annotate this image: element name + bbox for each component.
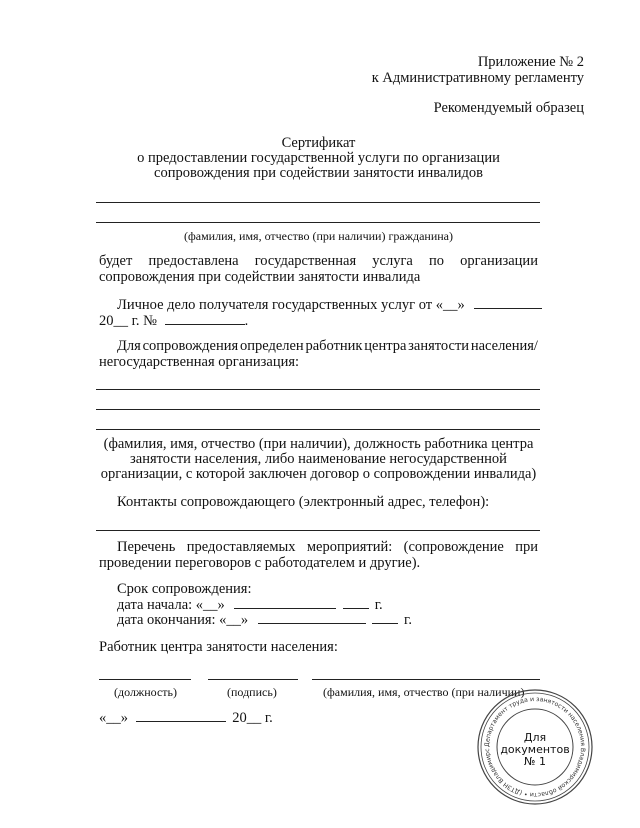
stamp-ring-text: Департамент труда и занятости населения Владимирской области • (ДТЗН Владимирс [483,695,587,799]
stamp-line3: № 1 [524,755,546,768]
word: будет [99,253,133,269]
position-line[interactable] [99,679,191,680]
term-end-label: дата окончания: «__» [117,612,249,628]
term-start-month-field[interactable] [234,597,336,609]
citizen-name-caption: (фамилия, имя, отчество (при наличии) гражданина) [183,229,453,243]
term-end-month-field[interactable] [258,612,366,624]
word: по [428,253,444,269]
term-start-label: дата начала: «__» [117,597,225,613]
word: Для [117,338,141,354]
document-subtitle-line2: сопровождения при содействии занятости инвалидов [154,165,483,181]
worker-signature-label: Работник центра занятости населения: [99,639,338,655]
word: (сопровождение [403,539,504,555]
word: Перечень [117,539,176,555]
citizen-name-line-1[interactable] [96,202,540,203]
appendix-number: Приложение № 2 [477,54,584,70]
contacts-line[interactable] [96,530,540,531]
term-end-row [117,612,412,628]
date-year-label: 20__ г. [232,710,273,726]
date-day-label: «__» [99,710,128,726]
word: предоставлена [148,253,239,269]
stamp-seal [476,688,594,806]
word: государственная [254,253,357,269]
word: работник [305,338,363,354]
document-subtitle-line1: о предоставлении государственной услуги по организации [137,150,500,166]
term-start-year-suffix: г. [374,597,383,613]
provided-paragraph-line2: сопровождения при содействии занятости инвалида [99,269,421,285]
word: организации [460,253,538,269]
personal-file-year-label: 20__ г. № [99,313,158,329]
position-caption: (должность) [114,685,177,699]
events-paragraph-line2: проведении переговоров с работодателем и другие). [99,555,421,571]
word: занятости [408,338,470,354]
worker-caption-line3: организации, с которой заключен договор о сопровождении инвалида) [100,466,537,482]
worker-caption-line2: занятости населения, либо наименование негосударственной [130,451,507,467]
provided-paragraph-line1 [99,254,538,269]
term-end-year-field[interactable] [372,612,398,624]
personal-file-label: Личное дело получателя государственных услуг от «__» [117,297,465,313]
worker-caption-line1: (фамилия, имя, отчество (при наличии), должность работника центра [103,436,534,452]
word: населения/ [470,338,538,354]
contacts-label: Контакты сопровождающего (электронный адрес, телефон): [117,494,490,510]
term-end-year-suffix: г. [404,612,412,628]
word: предоставляемых [186,539,296,555]
worker-line-2[interactable] [96,409,540,410]
word: определен [239,338,304,354]
personal-file-line2 [99,313,248,329]
sample-label: Рекомендуемый образец [433,100,584,116]
assigned-paragraph-line1 [117,339,538,354]
term-start-row [117,597,383,613]
word: сопровождения [142,338,239,354]
stamp-line1: Для [523,731,547,744]
personal-file-date-field[interactable] [474,297,542,309]
fio-caption: (фамилия, имя, отчество (при наличии) [323,685,525,699]
events-paragraph-line1 [117,540,538,555]
personal-file-period: . [244,313,249,329]
regulation-reference: к Административному регламенту [371,70,584,86]
stamp-line2: документов [500,743,570,756]
date-month-field[interactable] [136,710,226,722]
citizen-name-line-2[interactable] [96,222,540,223]
word: услуга [372,253,413,269]
fio-line[interactable] [312,679,540,680]
term-start-year-field[interactable] [343,597,369,609]
personal-file-number-field[interactable] [165,313,245,325]
worker-line-3[interactable] [96,429,540,430]
word: центра [364,338,407,354]
signature-line[interactable] [208,679,298,680]
document-title: Сертификат [281,135,356,151]
date-line [99,710,273,726]
term-label: Срок сопровождения: [117,581,252,597]
signature-caption: (подпись) [227,685,277,699]
word: мероприятий: [306,539,393,555]
worker-line-1[interactable] [96,389,540,390]
assigned-paragraph-line2: негосударственная организация: [99,354,300,370]
personal-file-line1 [117,297,542,313]
word: при [515,539,538,555]
